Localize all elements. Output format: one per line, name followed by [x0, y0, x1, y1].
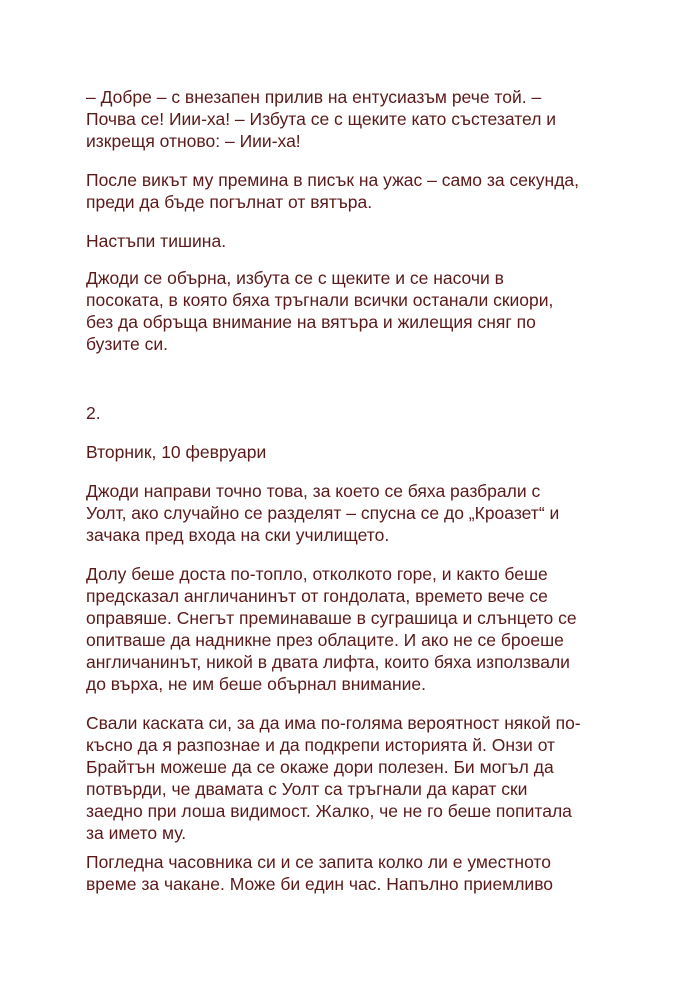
text-line: изкрещя отново: – Иии-ха!: [86, 131, 301, 151]
text-line: Джоди направи точно това, за което се бяха разбрали с: [86, 481, 541, 501]
text-line: предсказал англичанинът от гондолата, времето вече се: [86, 586, 548, 606]
text-line: късно да я разпознае и да подкрепи историята й. Онзи от: [86, 735, 556, 755]
text-line: заедно при лоша видимост. Жалко, че не го беше попитала: [86, 801, 572, 821]
text-line: Свали каската си, за да има по-голяма вероятност някой по-: [86, 713, 581, 733]
date-heading: Вторник, 10 февруари: [86, 442, 267, 462]
text-line: потвърди, че двамата с Уолт са тръгнали да карат ски: [86, 779, 528, 799]
text-line: време за чакане. Може би един час. Напълно приемливо: [86, 874, 554, 894]
text-line: зачака пред входа на ски училището.: [86, 525, 390, 545]
text-line: опитваше да надникне през облаците. И ако не се броеше: [86, 630, 564, 650]
text-line: Долу беше доста по-топло, отколкото горе, и както беше: [86, 564, 548, 584]
text-line: преди да бъде погълнат от вятъра.: [86, 192, 373, 212]
text-line: англичанинът, никой в двата лифта, които бяха използвали: [86, 652, 570, 672]
text-line: оправяше. Снегът преминаваше в суграшица и слънцето се: [86, 608, 577, 628]
text-line: – Добре – с внезапен прилив на ентусиазъм рече той. –: [86, 87, 542, 107]
text-line: Погледна часовника си и се запита колко ли е уместното: [86, 852, 551, 872]
text-line: Джоди се обърна, избута се с щеките и се насочи в: [86, 268, 504, 288]
text-line: Уолт, ако случайно се разделят – спусна се до „Кроазет“ и: [86, 503, 560, 523]
text-line: без да обръща внимание на вятъра и жилещия сняг по: [86, 312, 536, 332]
text-line: до върха, не им беше обърнал внимание.: [86, 674, 426, 694]
text-line: посоката, в която бяха тръгнали всички останали скиори,: [86, 290, 554, 310]
text-line: бузите си.: [86, 334, 168, 354]
text-line: После викът му премина в писък на ужас – само за секунда,: [86, 170, 580, 190]
text-line: за името му.: [86, 823, 187, 843]
text-line: Брайтън можеше да се окаже дори полезен. Би могъл да: [86, 757, 554, 777]
text-line: Почва се! Иии-ха! – Избута се с щеките като състезател и: [86, 109, 557, 129]
chapter-number: 2.: [86, 403, 101, 423]
text-line: Настъпи тишина.: [86, 231, 227, 251]
